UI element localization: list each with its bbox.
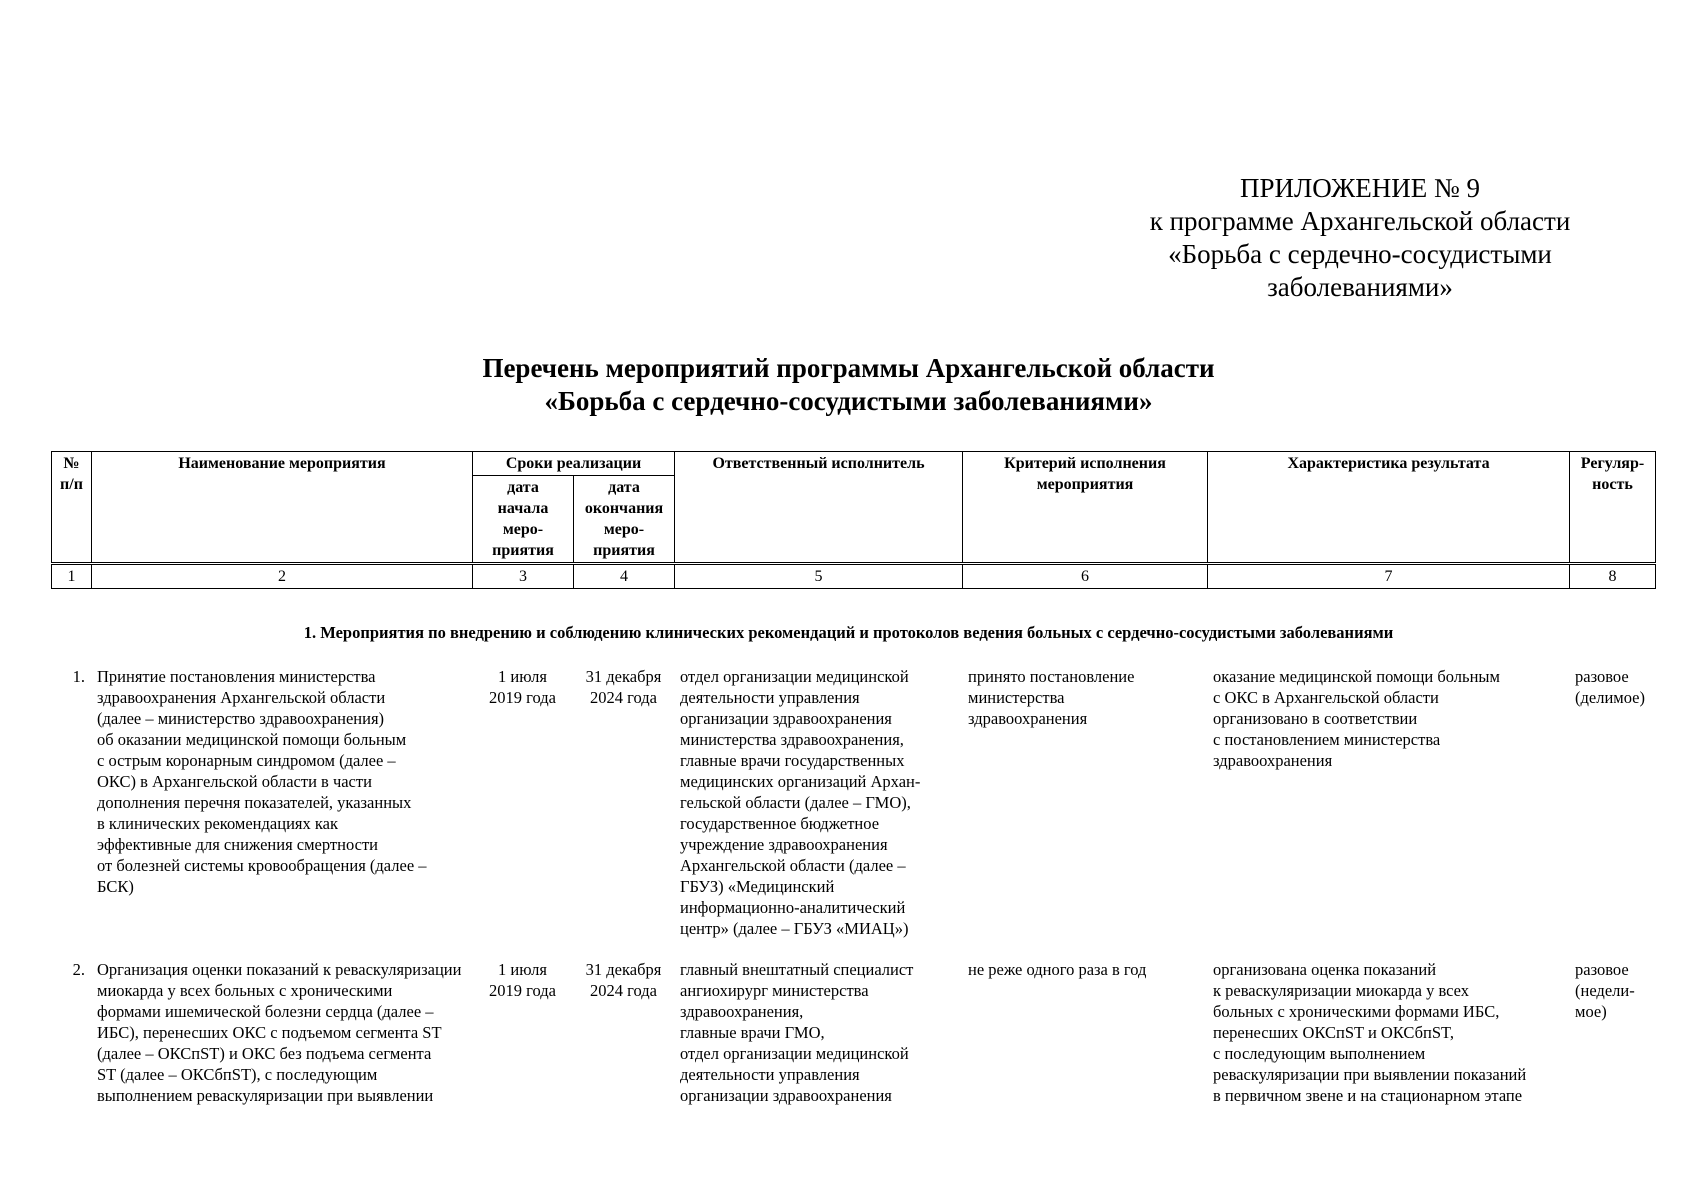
column-number: 2 [92,564,473,589]
row-start-date [472,666,573,959]
cell-line: информационно-аналитический [680,898,906,917]
cell-line: ИБС), перенесших ОКС с подъемом сегмента ST [97,1023,442,1042]
cell-line: центр» (далее – ГБУЗ «МИАЦ») [680,919,909,938]
cell-line: к реваскуляризации миокарда у всех [1213,981,1470,1000]
row-result [1207,666,1569,959]
cell-line: (далее – ОКСпST) и ОКС без подъема сегмента [97,1044,432,1063]
cell-line: разовое [1575,960,1629,979]
cell-line: организована оценка показаний [1213,960,1437,979]
header-responsible: Ответственный исполнитель [675,452,963,564]
cell-line: ГБУЗ) «Медицинский [680,877,835,896]
cell-line: государственное бюджетное [680,814,880,833]
title-line-1: Перечень мероприятий программы Архангельской области [482,353,1215,383]
row-criterion [962,959,1207,1106]
cell-line: Архангельской области (далее – [680,856,906,875]
cell-line: Организация оценки показаний к реваскуляризации [97,960,462,979]
cell-line: 31 декабря [585,667,662,686]
cell-line: перенесших ОКСпST и ОКСбпST, [1213,1023,1455,1042]
column-number: 6 [963,564,1208,589]
row-responsible [674,666,962,959]
row-end-date [573,959,674,1106]
column-number: 5 [675,564,963,589]
cell-line: деятельности управления [680,1065,860,1084]
cell-line: главный внештатный специалист [680,960,914,979]
cell-line: организовано в соответствии [1213,709,1418,728]
cell-line: эффективные для снижения смертности [97,835,378,854]
cell-line: об оказании медицинской помощи больным [97,730,407,749]
cell-line: в клинических рекомендациях как [97,814,338,833]
cell-line: главные врачи ГМО, [680,1023,825,1042]
cell-line: 2019 года [489,981,556,1000]
table-row [51,959,1655,1106]
cell-line: ангиохирург министерства [680,981,869,1000]
header-regularity: Регуляр- ность [1570,452,1656,564]
header-end-date: дата окончания меро- приятия [574,476,675,564]
row-number: 2. [72,960,85,979]
cell-line: министерства [968,688,1065,707]
column-number: 8 [1570,564,1656,589]
row-number: 1. [72,667,85,686]
cell-line: не реже одного раза в год [968,960,1147,979]
cell-line: здравоохранения, [680,1002,804,1021]
cell-line: с острым коронарным синдромом (далее – [97,751,396,770]
table-header [51,451,1656,589]
cell-line: формами ишемической болезни сердца (далее – [97,1002,434,1021]
header-num: № п/п [52,452,92,564]
column-number: 4 [574,564,675,589]
cell-line: с ОКС в Архангельской области [1213,688,1439,707]
cell-line: дополнения перечня показателей, указанных [97,793,412,812]
appendix-line: ПРИЛОЖЕНИЕ № 9 [1239,173,1481,203]
cell-line: больных с хроническими формами ИБС, [1213,1002,1500,1021]
cell-line: организации здравоохранения [680,709,892,728]
cell-line: выполнением реваскуляризации при выявлении [97,1086,434,1105]
cell-line: здравоохранения [1213,751,1333,770]
column-number: 3 [473,564,574,589]
appendix-line: к программе Архангельской области [1149,206,1571,236]
cell-line: (далее – министерство здравоохранения) [97,709,385,728]
column-number: 7 [1208,564,1570,589]
section-title: 1. Мероприятия по внедрению и соблюдению клинических рекомендаций и протоколов ведения больных с сердечно-сосудистыми заболеваниями [303,623,1394,642]
cell-line: организации здравоохранения [680,1086,892,1105]
cell-line: принято постановление [968,667,1135,686]
cell-line: ST (далее – ОКСбпST), с последующим [97,1065,378,1084]
cell-line: здравоохранения [968,709,1088,728]
cell-line: с постановлением министерства [1213,730,1441,749]
cell-line: Принятие постановления министерства [97,667,376,686]
cell-line: разовое [1575,667,1629,686]
row-result [1207,959,1569,1106]
cell-line: реваскуляризации при выявлении показаний [1213,1065,1527,1084]
cell-line: 1 июля [498,667,547,686]
row-regularity [1569,666,1655,959]
row-criterion [962,666,1207,959]
cell-line: в первичном звене и на стационарном этапе [1213,1086,1523,1105]
cell-line: отдел организации медицинской [680,667,909,686]
row-start-date [472,959,573,1106]
row-name [91,959,472,1106]
cell-line: с последующим выполнением [1213,1044,1426,1063]
measures-table [51,666,1655,1106]
cell-line: гельской области (далее – ГМО), [680,793,911,812]
column-numbers-row [52,564,1656,589]
cell-line: 2024 года [590,981,657,1000]
document-title [0,352,1697,418]
cell-line: 2019 года [489,688,556,707]
cell-line: (недели- [1575,981,1635,1000]
cell-line: ОКС) в Архангельской области в части [97,772,372,791]
cell-line: БСК) [97,877,134,896]
cell-line: учреждение здравоохранения [680,835,888,854]
appendix-header [1100,172,1620,304]
cell-line: 1 июля [498,960,547,979]
cell-line: мое) [1575,1002,1607,1021]
row-responsible [674,959,962,1106]
cell-line: (делимое) [1575,688,1645,707]
header-name: Наименование мероприятия [92,452,473,564]
row-regularity [1569,959,1655,1106]
cell-line: министерства здравоохранения, [680,730,904,749]
cell-line: 31 декабря [585,960,662,979]
cell-line: главные врачи государственных [680,751,905,770]
cell-line: здравоохранения Архангельской области [97,688,386,707]
header-criterion: Критерий исполнения мероприятия [963,452,1208,564]
title-line-2: «Борьба с сердечно-сосудистыми заболеваниями» [544,386,1153,416]
row-end-date [573,666,674,959]
table-row [51,666,1655,959]
cell-line: миокарда у всех больных с хроническими [97,981,393,1000]
cell-line: 2024 года [590,688,657,707]
header-terms: Сроки реализации [473,452,675,476]
cell-line: оказание медицинской помощи больным [1213,667,1500,686]
appendix-line: «Борьба с сердечно-сосудистыми [1168,239,1552,269]
appendix-line: заболеваниями» [1267,272,1453,302]
header-result: Характеристика результата [1208,452,1570,564]
header-start-date: дата начала меро- приятия [473,476,574,564]
cell-line: от болезней системы кровообращения (далее – [97,856,427,875]
column-number: 1 [52,564,92,589]
row-name [91,666,472,959]
cell-line: медицинских организаций Архан- [680,772,921,791]
cell-line: отдел организации медицинской [680,1044,909,1063]
cell-line: деятельности управления [680,688,860,707]
